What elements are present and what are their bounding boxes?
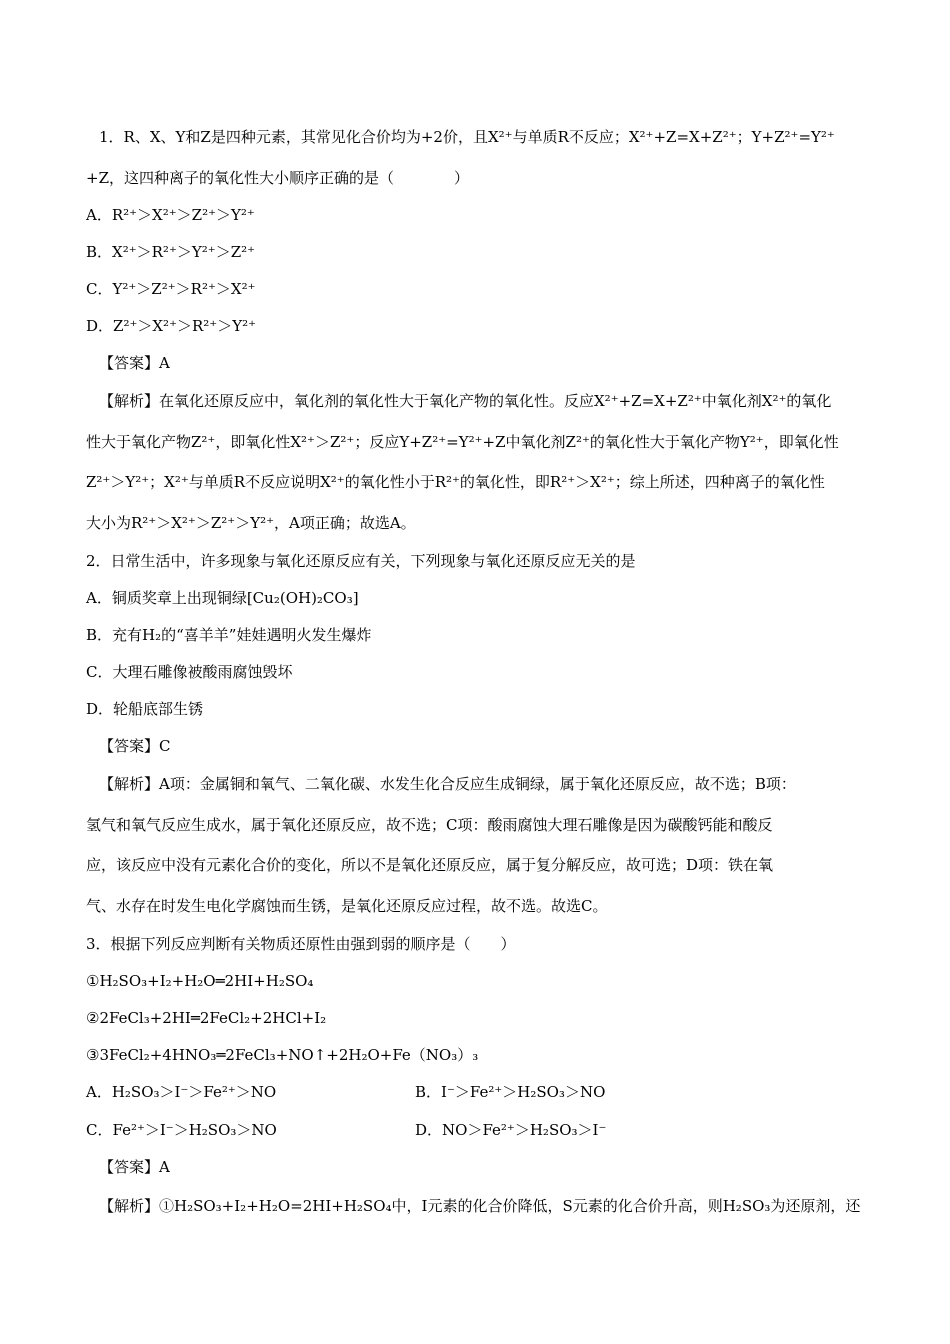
q1-analysis-line-2: 性大于氧化产物Z²⁺，即氧化性X²⁺＞Z²⁺；反应Y+Z²⁺=Y²⁺+Z中氧化剂Z²⁺的氧化性大于氧化产物Y²⁺，即氧化性 [86, 433, 839, 451]
q1-analysis-line-4: 大小为R²⁺＞X²⁺＞Z²⁺＞Y²⁺，A项正确；故选A。 [86, 514, 416, 532]
q1-option-b: B．X²⁺＞R²⁺＞Y²⁺＞Z²⁺ [86, 243, 256, 261]
q2-option-c: C．大理石雕像被酸雨腐蚀毁坏 [86, 663, 293, 681]
q3-reaction-2: ②2FeCl₃+2HI═2FeCl₂+2HCl+I₂ [86, 1009, 327, 1027]
q1-analysis-line-1: 【解析】在氧化还原反应中，氧化剂的氧化性大于氧化产物的氧化性。反应X²⁺+Z=X+Z²⁺中氧化剂X²⁺的氧化 [99, 392, 832, 410]
q3-option-c: C．Fe²⁺＞I⁻＞H₂SO₃＞NO [86, 1121, 277, 1139]
q3-option-d: D．NO＞Fe²⁺＞H₂SO₃＞I⁻ [415, 1121, 607, 1139]
q3-reaction-1: ①H₂SO₃+I₂+H₂O═2HI+H₂SO₄ [86, 972, 314, 990]
q3-stem: 3．根据下列反应判断有关物质还原性由强到弱的顺序是（ ） [86, 935, 516, 953]
q2-option-a: A．铜质奖章上出现铜绿[Cu₂(OH)₂CO₃] [86, 589, 359, 607]
q1-option-c: C．Y²⁺＞Z²⁺＞R²⁺＞X²⁺ [86, 280, 256, 298]
q3-answer: 【答案】A [99, 1158, 170, 1176]
q3-option-a: A．H₂SO₃＞I⁻＞Fe²⁺＞NO [86, 1083, 277, 1101]
q1-analysis-line-3: Z²⁺＞Y²⁺；X²⁺与单质R不反应说明X²⁺的氧化性小于R²⁺的氧化性，即R²⁺＞X²⁺；综上所述，四种离子的氧化性 [86, 473, 825, 491]
q2-option-d: D．轮船底部生锈 [86, 700, 204, 718]
q1-stem-line-2: +Z，这四种离子的氧化性大小顺序正确的是（ ） [86, 169, 469, 187]
q1-stem-line-1: 1．R、X、Y和Z是四种元素，其常见化合价均为+2价，且X²⁺与单质R不反应；X²⁺+Z=X+Z²⁺；Y+Z²⁺=Y²⁺ [99, 128, 835, 146]
q3-analysis-line-1: 【解析】①H₂SO₃+I₂+H₂O=2HI+H₂SO₄中，I元素的化合价降低，S元素的化合价升高，则H₂SO₃为还原剂，还 [99, 1197, 861, 1215]
q2-answer: 【答案】C [99, 737, 171, 755]
q3-option-b: B．I⁻＞Fe²⁺＞H₂SO₃＞NO [415, 1083, 606, 1101]
q2-analysis-line-3: 应，该反应中没有元素化合价的变化，所以不是氧化还原反应，属于复分解反应，故可选；D项：铁在氧 [86, 856, 774, 874]
q2-stem: 2．日常生活中，许多现象与氧化还原反应有关，下列现象与氧化还原反应无关的是 [86, 552, 636, 570]
q2-option-b: B．充有H₂的“喜羊羊”娃娃遇明火发生爆炸 [86, 626, 372, 644]
q2-analysis-line-2: 氢气和氧气反应生成水，属于氧化还原反应，故不选；C项：酸雨腐蚀大理石雕像是因为碳酸钙能和酸反 [86, 816, 773, 834]
q2-analysis-line-1: 【解析】A项：金属铜和氧气、二氧化碳、水发生化合反应生成铜绿，属于氧化还原反应，故不选；B项： [99, 775, 796, 793]
q1-option-a: A．R²⁺＞X²⁺＞Z²⁺＞Y²⁺ [86, 206, 255, 224]
q2-analysis-line-4: 气、水存在时发生电化学腐蚀而生锈，是氧化还原反应过程，故不选。故选C。 [86, 897, 608, 915]
q3-reaction-3: ③3FeCl₂+4HNO₃═2FeCl₃+NO↑+2H₂O+Fe（NO₃）₃ [86, 1046, 479, 1064]
q1-answer: 【答案】A [99, 354, 170, 372]
q1-option-d: D．Z²⁺＞X²⁺＞R²⁺＞Y²⁺ [86, 317, 257, 335]
